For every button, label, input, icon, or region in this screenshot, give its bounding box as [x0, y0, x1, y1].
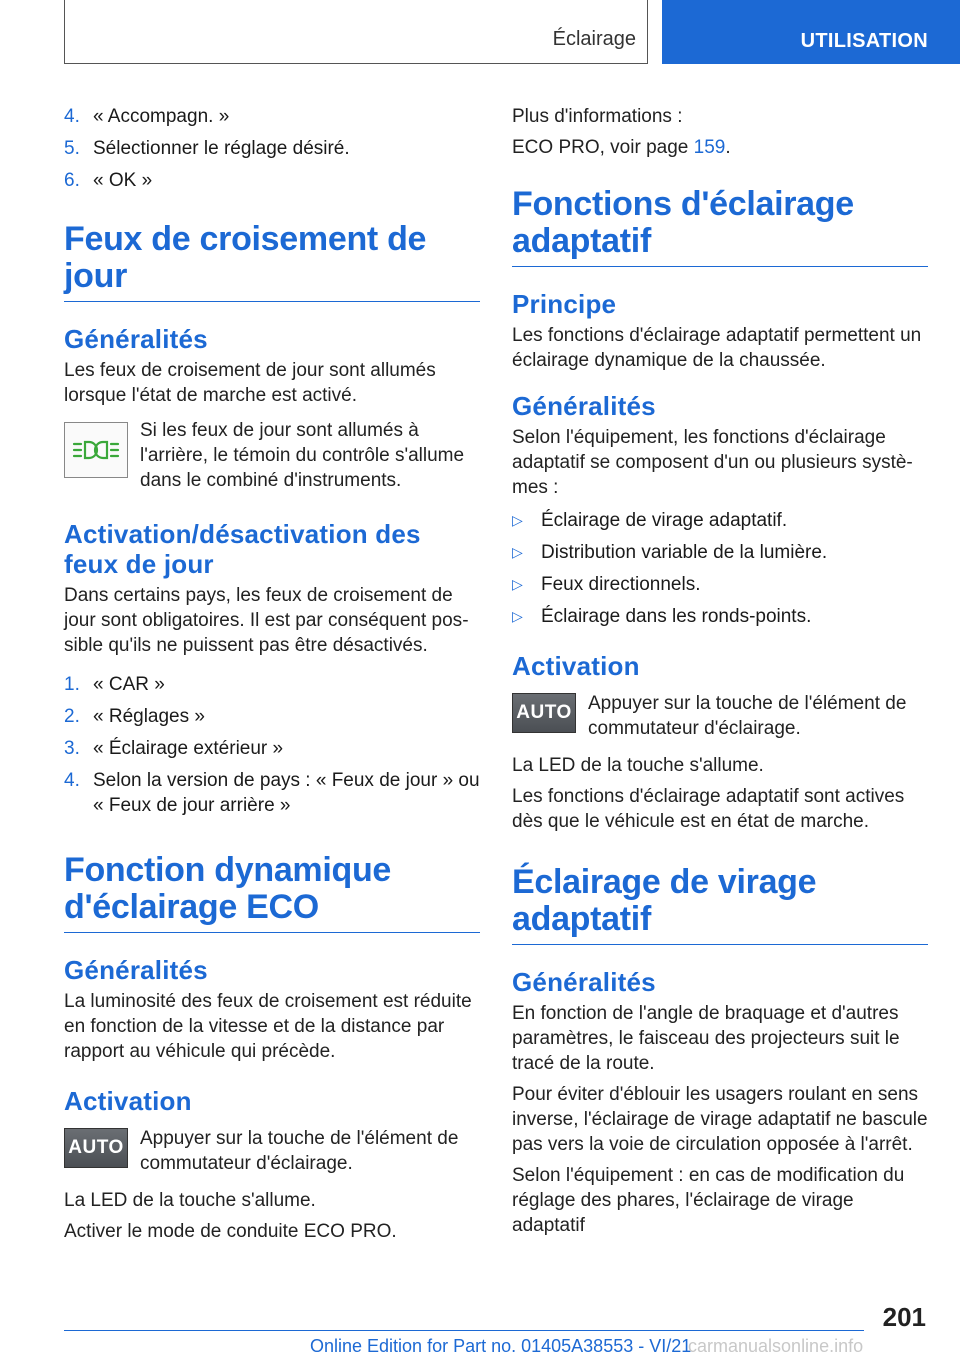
paragraph-general-eco: La luminosité des feux de croisement est réduite en fonction de la vitesse et de la distance par rapport au véhicule qui précède. [64, 991, 472, 1062]
header-chapter-tab[interactable] [662, 0, 960, 64]
list-item [64, 136, 480, 161]
step-text: « OK » [93, 170, 153, 191]
subheading-general-corner: Généralités [512, 967, 656, 997]
auto-note-right [512, 691, 928, 741]
step-text: Sélectionner le réglage désiré. [93, 138, 350, 159]
steps-list-top [64, 104, 480, 193]
subheading-general: Généralités [64, 324, 208, 354]
subheading-general-eco: Généralités [64, 955, 208, 985]
list-item [64, 672, 480, 697]
header-chapter-label: UTILISATION [800, 30, 928, 52]
step-number: 4. [64, 106, 80, 127]
paragraph-led: La LED de la touche s'allume. [64, 1190, 316, 1211]
step-text: Selon la version de pays : « Feux de jour » ou « Feux de jour arrière » [93, 770, 480, 816]
paragraph-corner-1: En fonction de l'angle de braquage et d'autres paramètres, le faisceau des projecteurs suit le tracé de la route. [512, 1003, 900, 1074]
subheading-activation-adaptive: Activation [512, 651, 640, 681]
bullet-triangle-icon: ▷ [512, 608, 523, 624]
eco-ref-text: ECO PRO, voir page [512, 137, 694, 158]
step-text: « Réglages » [93, 706, 205, 727]
heading-adaptive-cornering: Éclairage de virage adaptatif [512, 864, 928, 945]
subheading-general-adaptive: Généralités [512, 391, 656, 421]
paragraph-activation-drl: Dans certains pays, les feux de croisement de jour sont obligatoires. Il est par conséquent possible qu'ils ne puissent pas être désactivés. [64, 585, 469, 656]
paragraph-corner-3: Selon l'équipement : en cas de modification du réglage des phares, l'éclairage de virage adaptatif [512, 1165, 905, 1236]
paragraph-corner-2: Pour éviter d'éblouir les usagers roulant en sens inverse, l'éclairage de virage adaptatif ne bascule pas vers la voie de circulation opposée à l'arrêt. [512, 1084, 928, 1155]
step-number: 4. [64, 770, 80, 791]
adaptive-systems-list [512, 508, 928, 629]
bullet-text: Éclairage de virage adaptatif. [541, 510, 788, 531]
auto-note-text: Appuyer sur la touche de l'élément de commutateur d'éclairage. [588, 693, 907, 739]
list-item [512, 572, 928, 597]
heading-adaptive-lighting: Fonctions d'éclairage adaptatif [512, 186, 928, 267]
footer-divider [64, 1330, 864, 1331]
right-column [512, 104, 928, 1244]
step-number: 2. [64, 706, 80, 727]
paragraph-led: La LED de la touche s'allume. [512, 755, 764, 776]
paragraph-eco-reference [512, 135, 928, 160]
step-number: 1. [64, 674, 80, 695]
list-item [64, 168, 480, 193]
subheading-activation-drl: Activation/désactivation des feux de jour [64, 519, 421, 579]
paragraph-active: Les fonctions d'éclairage adaptatif sont actives dès que le véhicule est en état de marche. [512, 786, 905, 832]
paragraph-eco-pro: Activer le mode de conduite ECO PRO. [64, 1221, 397, 1242]
subheading-principle: Principe [512, 289, 617, 319]
auto-button-icon: AUTO [64, 1128, 128, 1168]
indicator-note [64, 418, 480, 493]
step-text: « Éclairage extérieur » [93, 738, 284, 759]
header-section-title: Éclairage [552, 28, 636, 50]
subheading-activation-eco: Activation [64, 1086, 192, 1116]
page-link-159[interactable]: 159 [693, 137, 726, 158]
footer-watermark: carmanualsonline.info [688, 1336, 864, 1356]
indicator-note-text: Si les feux de jour sont allumés à l'arrière, le témoin du contrôle s'allume dans le combiné d'instruments. [140, 420, 465, 491]
footer-edition: Online Edition for Part no. 01405A38553 - VI/21 [310, 1336, 692, 1356]
bullet-triangle-icon: ▷ [512, 544, 523, 560]
list-item [512, 508, 928, 533]
list-item [512, 540, 928, 565]
auto-note-left [64, 1126, 480, 1176]
step-number: 5. [64, 138, 80, 159]
bullet-text: Distribution variable de la lumière. [541, 542, 828, 563]
step-number: 6. [64, 170, 80, 191]
auto-button-icon: AUTO [512, 693, 576, 733]
paragraph-more-info: Plus d'informations : [512, 106, 683, 127]
paragraph-principle: Les fonctions d'éclairage adaptatif permettent un éclairage dynamique de la chaussée. [512, 325, 922, 371]
daytime-running-light-indicator-icon [64, 422, 128, 478]
left-column [64, 104, 480, 1250]
step-number: 3. [64, 738, 80, 759]
step-text: « CAR » [93, 674, 165, 695]
page-number: 201 [882, 1302, 926, 1332]
steps-list-drl [64, 672, 480, 818]
list-item [64, 104, 480, 129]
auto-note-text: Appuyer sur la touche de l'élément de commutateur d'éclairage. [140, 1128, 459, 1174]
bullet-text: Feux directionnels. [541, 574, 701, 595]
heading-daytime-running-lights: Feux de croisement de jour [64, 221, 480, 302]
heading-eco-lighting: Fonction dynamique d'éclairage ECO [64, 852, 480, 933]
step-text: « Accompagn. » [93, 106, 230, 127]
paragraph-general-adaptive: Selon l'équipement, les fonctions d'éclairage adaptatif se composent d'un ou plusieurs systèmes : [512, 427, 913, 498]
list-item [64, 736, 480, 761]
bullet-triangle-icon: ▷ [512, 512, 523, 528]
paragraph-general: Les feux de croisement de jour sont allumés lorsque l'état de marche est activé. [64, 360, 436, 406]
list-item [64, 768, 480, 818]
bullet-triangle-icon: ▷ [512, 576, 523, 592]
list-item [64, 704, 480, 729]
eco-ref-end: . [725, 137, 731, 158]
list-item [512, 604, 928, 629]
bullet-text: Éclairage dans les ronds-points. [541, 606, 812, 627]
